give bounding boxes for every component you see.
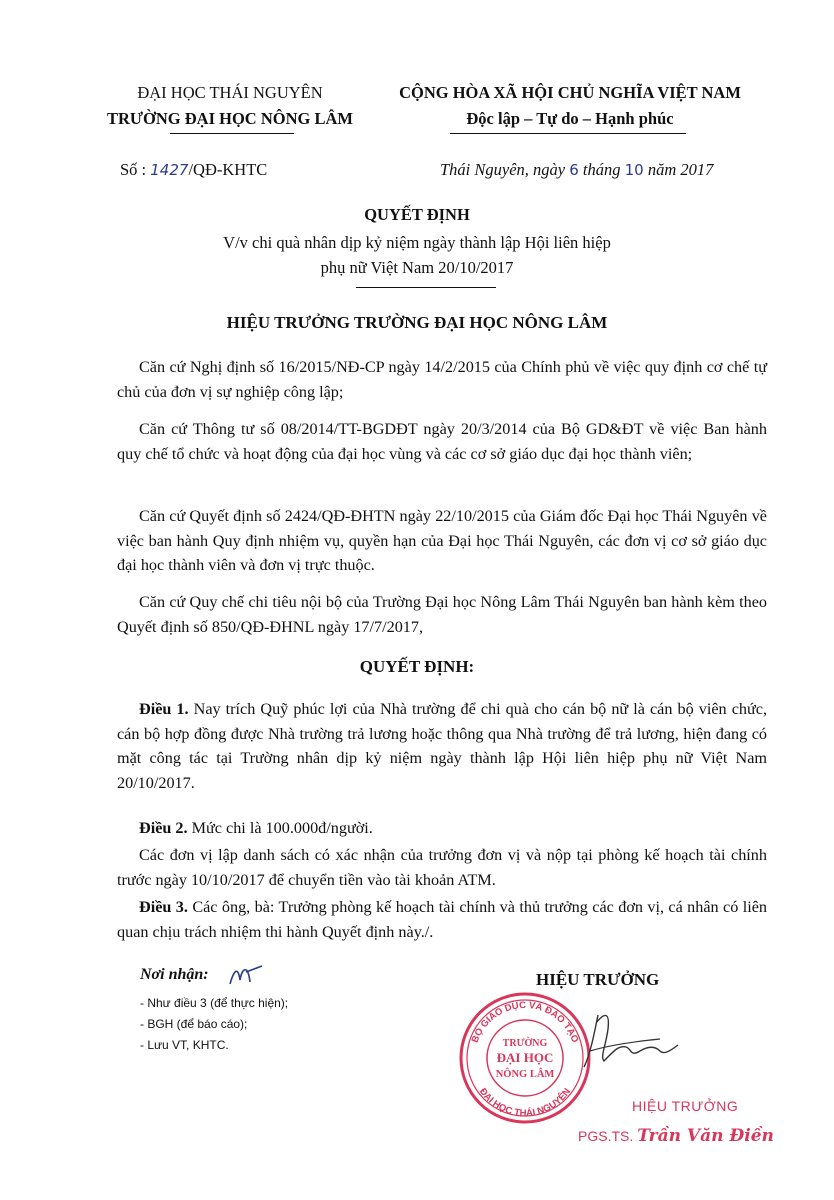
basis-paragraph-4: Căn cứ Quy chế chi tiêu nội bộ của Trường Đại học Nông Lâm Thái Nguyên ban hành kèm theo Quyết định số 850/QĐ-ĐHNL ngày 17/7/2017,	[117, 593, 767, 636]
seal-outer-bottom: ĐẠI HỌC THÁI NGUYÊN	[476, 1086, 574, 1120]
article-2	[117, 816, 767, 841]
title-underline	[356, 287, 496, 288]
article-2-text: Mức chi là 100.000đ/người.	[187, 819, 373, 837]
signer-name-stamp	[578, 1126, 774, 1146]
issuing-authority: HIỆU TRƯỞNG TRƯỜNG ĐẠI HỌC NÔNG LÂM	[226, 313, 608, 332]
article-1-label: Điều 1.	[139, 700, 189, 718]
signer-degree: PGS.TS.	[578, 1128, 634, 1144]
org-underline	[170, 133, 294, 134]
national-block	[365, 80, 775, 132]
article-2-label: Điều 2.	[139, 819, 188, 837]
handwritten-signature	[560, 1005, 690, 1075]
date-prefix: Thái Nguyên, ngày	[440, 160, 566, 179]
article-2-extra: Các đơn vị lập danh sách có xác nhận của trưởng đơn vị và nộp tại phòng kế hoạch tài chính trước ngày 10/10/2017 để chuyển tiền vào tài khoản ATM.	[117, 846, 767, 889]
seal-inner-3: NÔNG LÂM	[495, 1069, 555, 1080]
number-suffix: /QĐ-KHTC	[188, 160, 268, 179]
seal-inner-1: TRƯỜNG	[502, 1038, 548, 1049]
seal-outer-top: BỘ GIÁO DỤC VÀ ĐÀO TẠO	[469, 999, 581, 1045]
article-1-text: Nay trích Quỹ phúc lợi của Nhà trường để chi quà cho cán bộ nữ là cán bộ viên chức, cán bộ hợp đồng được Nhà trường trả lương hoặc thông qua Nhà trường để trả lương, hiện đang có mặt công tác tại Trường nhân dịp kỷ niệm ngày thành lập Hội liên hiệp phụ nữ Việt Nam 20/10/2017.	[117, 700, 767, 792]
seal-inner-2: ĐẠI HỌC	[496, 1050, 554, 1065]
signer-name: Trần Văn Điền	[637, 1126, 774, 1146]
recipient-item: - Lưu VT, KHTC.	[140, 1038, 229, 1052]
recipients-list	[140, 993, 288, 1056]
country-name: CỘNG HÒA XÃ HỘI CHỦ NGHĨA VIỆT NAM	[399, 83, 741, 102]
place-date	[440, 160, 713, 180]
date-year: năm 2017	[647, 160, 714, 179]
article-3	[117, 895, 767, 944]
date-month-label: tháng	[582, 160, 621, 179]
basis-paragraph-2: Căn cứ Thông tư số 08/2014/TT-BGDĐT ngày 20/3/2014 của Bộ GD&ĐT về việc Ban hành quy chế tổ chức và hoạt động của đại học vùng và các cơ sở giáo dục đại học thành viên;	[117, 420, 767, 463]
recipient-item: - Như điều 3 (để thực hiện);	[140, 996, 289, 1010]
article-3-label: Điều 3.	[139, 898, 188, 916]
subject-line-1: V/v chi quà nhân dịp kỷ niệm ngày thành lập Hội liên hiệp	[223, 233, 611, 252]
article-1	[117, 697, 767, 795]
recipients-heading: Nơi nhận:	[140, 966, 209, 983]
org-block	[95, 80, 365, 132]
number-prefix: Số :	[120, 160, 147, 179]
document-number	[120, 160, 267, 180]
org-name: TRƯỜNG ĐẠI HỌC NÔNG LÂM	[107, 109, 353, 128]
org-parent: ĐẠI HỌC THÁI NGUYÊN	[137, 83, 323, 102]
number-value: 1427	[150, 161, 189, 179]
basis-paragraph-1: Căn cứ Nghị định số 16/2015/NĐ-CP ngày 14/2/2015 của Chính phủ về việc quy định cơ chế tự chủ của đơn vị sự nghiệp công lập;	[117, 358, 767, 401]
article-3-text: Các ông, bà: Trưởng phòng kế hoạch tài chính và thủ trưởng các đơn vị, cá nhân có liên quan chịu trách nhiệm thi hành Quyết định này./.	[117, 898, 768, 941]
motto: Độc lập – Tự do – Hạnh phúc	[466, 109, 674, 128]
initial-mark	[226, 962, 266, 990]
motto-underline	[450, 133, 686, 134]
document-title: QUYẾT ĐỊNH	[364, 205, 470, 224]
signer-title: HIỆU TRƯỞNG	[536, 970, 660, 989]
recipient-item: - BGH (để báo cáo);	[140, 1017, 248, 1031]
basis-paragraph-3: Căn cứ Quyết định số 2424/QĐ-ĐHTN ngày 22/10/2015 của Giám đốc Đại học Thái Nguyên về việc ban hành Quy định nhiệm vụ, quyền hạn của Đại học Thái Nguyên, các đơn vị cơ sở giáo dục đại học thành viên và đơn vị trực thuộc.	[117, 507, 767, 575]
subject-line-2: phụ nữ Việt Nam 20/10/2017	[320, 258, 514, 277]
date-day: 6	[569, 161, 579, 179]
document-subject	[117, 230, 717, 280]
date-month: 10	[624, 161, 644, 179]
stamp-signer-title: HIỆU TRƯỞNG	[632, 1098, 739, 1114]
decision-heading: QUYẾT ĐỊNH:	[359, 657, 475, 676]
